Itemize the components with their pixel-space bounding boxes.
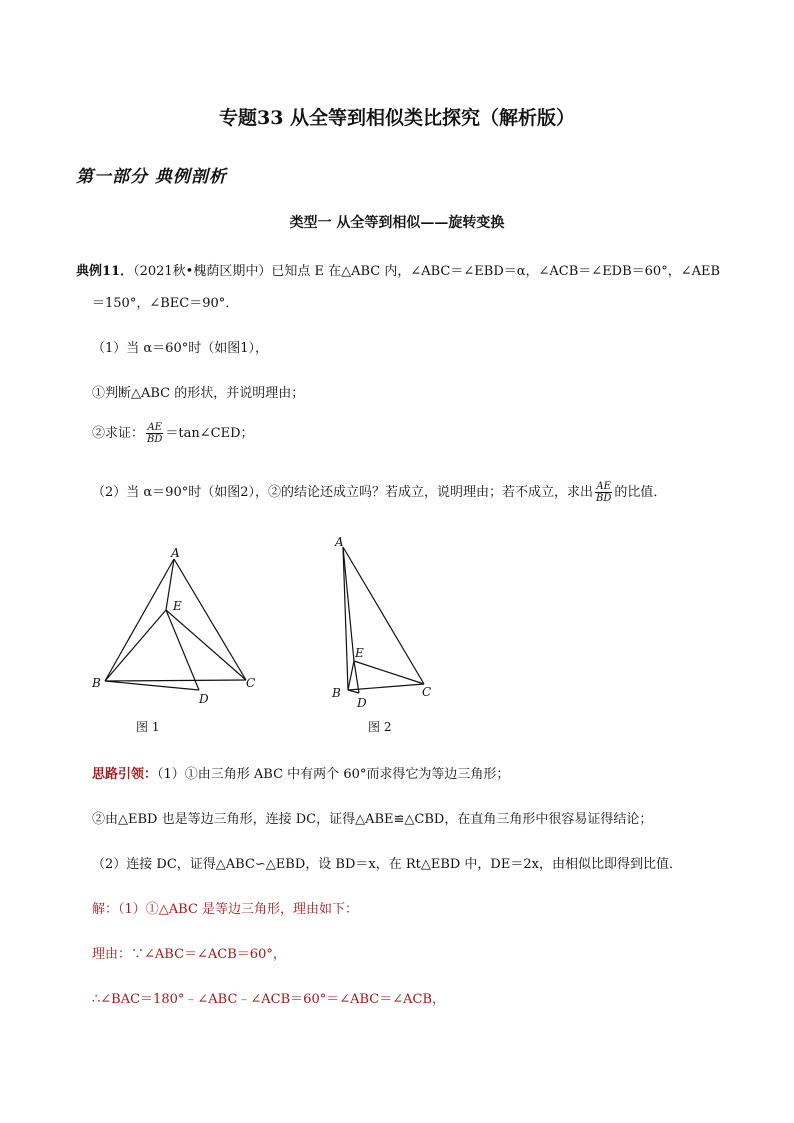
part-heading: 第一部分 典例剖析: [76, 167, 227, 187]
label-d: D: [357, 696, 367, 710]
fraction-numerator-2: AE: [596, 481, 611, 492]
problem-line-1: [76, 260, 720, 279]
fraction-ae-bd-2: [595, 481, 612, 504]
segment-ed: [354, 661, 359, 693]
segment-bc: [105, 680, 246, 681]
question-1b: [92, 422, 254, 445]
segment-ed: [166, 610, 199, 690]
solution-line-3: ∴∠BAC＝180°﹣∠ABC﹣∠ACB＝60°＝∠ABC＝∠ACB，: [92, 992, 446, 1007]
figure-2: [325, 530, 445, 740]
segment-ac: [174, 559, 246, 680]
problem-statement: （2021秋•槐荫区期中）已知点 E 在△ABC 内，∠ABC＝∠EBD＝α，∠ACB＝∠EDB＝60°，∠AEB: [133, 264, 721, 279]
solution-line-2: 理由：∵∠ABC＝∠ACB＝60°，: [92, 947, 286, 962]
segment-ce: [354, 661, 424, 684]
fraction-numerator: AE: [147, 422, 162, 433]
solution-line-1: [92, 898, 358, 917]
question-1b-suffix: ＝tan∠CED；: [165, 426, 254, 441]
label-a: A: [335, 535, 344, 549]
question-2-prefix: （2）当 α＝90°时（如图2），②的结论还成立吗？若成立，说明理由；若不成立，求出: [92, 485, 593, 500]
label-b: B: [92, 676, 101, 690]
label-e: E: [355, 646, 364, 660]
segment-bc: [348, 684, 424, 690]
label-b: B: [332, 686, 341, 700]
solution-statement: ①△ABC 是等边三角形，理由如下：: [145, 902, 359, 917]
question-1: （1）当 α＝60°时（如图1），: [92, 341, 268, 356]
document-title: 专题33 从全等到相似类比探究（解析版）: [218, 107, 576, 129]
segment-ce: [166, 610, 246, 680]
segment-bd: [105, 681, 199, 690]
label-c: C: [422, 685, 432, 699]
hint-label: 思路引领：: [92, 767, 158, 782]
figure-1: [86, 540, 276, 740]
question-2: [92, 481, 666, 504]
question-1b-prefix: ②求证：: [92, 426, 145, 441]
problem-line-2: ＝150°，∠BEC＝90°．: [92, 296, 239, 311]
segment-be: [105, 610, 166, 681]
solution-prefix: 解：（1）: [92, 902, 146, 917]
hint-line-3: （2）连接 DC，证得△ABC∽△EBD，设 BD＝x，在 Rt△EBD 中，DE＝2x，由相似比即得到比值．: [92, 857, 682, 872]
hint-line-1: [92, 763, 509, 782]
fraction-ae-bd: [146, 422, 163, 445]
segment-ac: [343, 547, 424, 684]
label-d: D: [199, 692, 209, 706]
label-e: E: [173, 599, 182, 613]
figure-1-caption: 图 1: [136, 720, 160, 734]
question-1a: ①判断△ABC 的形状，并说明理由；: [92, 386, 305, 401]
question-2-suffix: 的比值．: [614, 485, 667, 500]
segment-ab: [105, 559, 174, 681]
segment-bd: [348, 690, 359, 693]
type-heading: 类型一 从全等到相似——旋转变换: [289, 215, 505, 231]
hint-text-1: （1）①由三角形 ABC 中有两个 60°而求得它为等边三角形；: [157, 767, 510, 782]
segment-be: [348, 661, 354, 690]
fraction-denominator-2: BD: [596, 493, 612, 504]
label-c: C: [246, 676, 256, 690]
hint-line-2: ②由△EBD 也是等边三角形，连接 DC，证得△ABE≌△CBD，在直角三角形中很容易证得结论；: [92, 812, 653, 827]
figure-2-caption: 图 2: [368, 720, 392, 734]
fraction-denominator: BD: [147, 434, 163, 445]
label-a: A: [171, 546, 180, 560]
problem-label: 典例11．: [76, 264, 134, 279]
